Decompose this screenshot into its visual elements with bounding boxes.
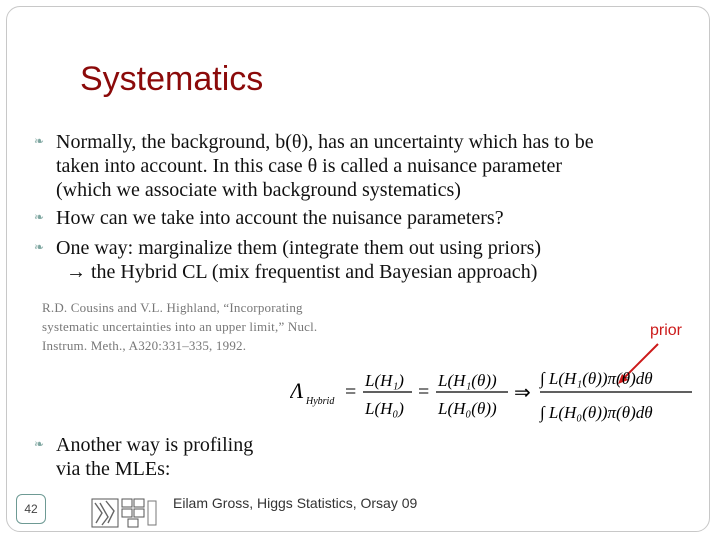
formula-equals-1: = [345, 381, 357, 403]
bullet-2-line-1: How can we take into account the nuisance parameters? [56, 207, 504, 229]
bullet-4 [34, 433, 254, 457]
formula-den-2: L(H₀(θ)) [438, 399, 497, 418]
formula-den-3: ∫ L(H₀(θ))π(θ)dθ [540, 403, 653, 422]
hybrid-formula [290, 358, 700, 433]
formula-lambda: Λ [290, 378, 304, 403]
formula-den-1: L(H₀) [365, 399, 404, 418]
bullet-3-line-2: → the Hybrid CL (mix frequentist and Bayesian approach) [66, 261, 538, 283]
prior-label: prior [650, 322, 683, 339]
formula-num-3: ∫ L(H₁(θ))π(θ)dθ [540, 369, 653, 388]
formula-lambda-sub: Hybrid [306, 396, 335, 407]
formula-num-2: L(H₁(θ)) [438, 371, 497, 390]
formula-svg [290, 358, 700, 428]
slide-title: Systematics [80, 60, 264, 98]
bullet-icon: ❧ [34, 134, 45, 148]
bullet-1 [34, 130, 594, 154]
bullet-icon: ❧ [34, 240, 45, 254]
reference-citation: R.D. Cousins and V.L. Highland, “Incorporating systematic uncertainties into an upper limit,” Nucl. Instrum. Meth., A320:331–335, 1992. [42, 300, 318, 353]
bullet-3 [34, 236, 542, 260]
bullet-1-line-1: Normally, the background, b(θ), has an uncertainty which has to be [56, 131, 594, 153]
formula-equals-2: = [418, 381, 430, 403]
formula-num-1: L(H₁) [365, 371, 404, 390]
bullet-1-line-2: taken into account. In this case θ is called a nuisance parameter [56, 155, 563, 177]
bullet-icon: ❧ [34, 210, 45, 224]
bullet-1-line-3: (which we associate with background systematics) [56, 179, 461, 201]
footer-text: Eilam Gross, Higgs Statistics, Orsay 09 [173, 495, 418, 511]
institute-logo-icon [90, 495, 160, 531]
bullet-4-line-1: Another way is profiling [56, 434, 254, 456]
bullet-3-line-1: One way: marginalize them (integrate them out using priors) [56, 237, 542, 259]
formula-implies-arrow: ⇒ [514, 382, 531, 404]
bullet-4-line-2: via the MLEs: [56, 458, 171, 480]
bullet-icon: ❧ [34, 437, 45, 451]
page-number: 42 [16, 494, 46, 524]
bullet-2 [34, 206, 504, 230]
